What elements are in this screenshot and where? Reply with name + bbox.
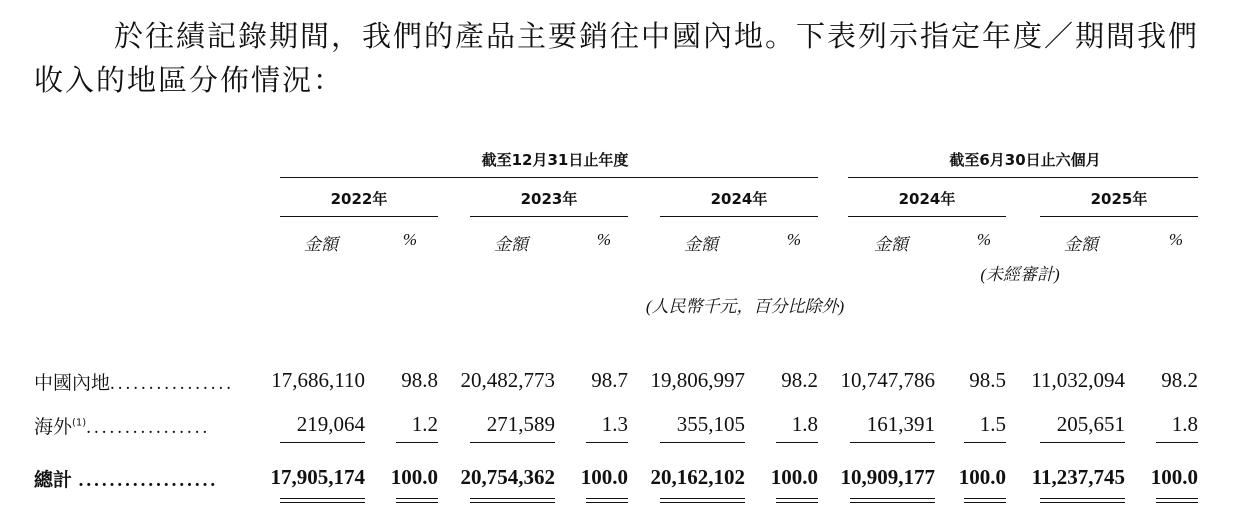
- value-cell: 98.5: [969, 368, 1006, 392]
- subtotal-rule: [660, 442, 745, 443]
- intro-text: 於往績記錄期間，我們的產品主要銷往中國內地。下表列示指定年度／期間我們收入的地區分佈情況：: [34, 19, 1200, 97]
- leader-dots: ................: [110, 373, 235, 394]
- period-rule-2024-h1: [848, 216, 1006, 217]
- total-double-rule-top: [1156, 498, 1198, 499]
- value-cell: 219,064: [296, 412, 365, 436]
- period-rule-2024: [660, 216, 818, 217]
- total-value-cell: 20,754,362: [460, 465, 555, 489]
- total-double-rule-bottom: [280, 502, 365, 503]
- group-header-full-year: 截至12月31日止年度: [481, 151, 629, 169]
- intro-paragraph: [34, 14, 1214, 102]
- total-double-rule-top: [1040, 498, 1125, 499]
- value-cell: 1.2: [411, 412, 438, 436]
- total-value-cell: 100.0: [390, 465, 438, 489]
- amount-label: 金額: [304, 235, 338, 254]
- value-cell: 1.8: [1171, 412, 1198, 436]
- total-value-cell: 20,162,102: [650, 465, 745, 489]
- group-rule-full-year: [280, 177, 818, 178]
- total-value-cell: 100.0: [1150, 465, 1198, 489]
- total-double-rule-top: [396, 498, 438, 499]
- total-double-rule-top: [586, 498, 628, 499]
- subtotal-rule: [776, 442, 818, 443]
- total-double-rule-bottom: [1156, 502, 1198, 503]
- subtotal-rule: [1040, 442, 1125, 443]
- leader-dots: ..................: [78, 470, 219, 491]
- value-cell: 98.8: [401, 368, 438, 392]
- total-value-cell: 100.0: [770, 465, 818, 489]
- total-double-rule-top: [660, 498, 745, 499]
- row-label-total: [34, 465, 218, 492]
- amount-label: 金額: [874, 235, 908, 254]
- period-header-2023: 2023年: [520, 190, 578, 208]
- subtotal-rule: [280, 442, 365, 443]
- period-rule-2025-h1: [1040, 216, 1198, 217]
- total-double-rule-top: [776, 498, 818, 499]
- total-double-rule-top: [964, 498, 1006, 499]
- total-double-rule-bottom: [1040, 502, 1125, 503]
- period-rule-2023: [470, 216, 628, 217]
- value-cell: 161,391: [866, 412, 935, 436]
- value-cell: 11,032,094: [1031, 368, 1125, 392]
- value-cell: 17,686,110: [271, 368, 365, 392]
- unaudited-note: (未經審計): [980, 265, 1060, 284]
- value-cell: 10,747,786: [840, 368, 935, 392]
- value-cell: 98.2: [781, 368, 818, 392]
- row-label-overseas: [34, 412, 210, 439]
- percent-label: %: [596, 230, 612, 249]
- period-header-2024: 2024年: [710, 190, 768, 208]
- unit-note: (人民幣千元，百分比除外): [645, 297, 845, 316]
- amount-label: 金額: [494, 235, 528, 254]
- total-double-rule-top: [280, 498, 365, 499]
- total-double-rule-bottom: [964, 502, 1006, 503]
- total-value-cell: 10,909,177: [840, 465, 935, 489]
- group-header-six-months: 截至6月30日止六個月: [949, 151, 1101, 169]
- row-label-mainland: [34, 368, 234, 395]
- value-cell: 1.3: [601, 412, 628, 436]
- value-cell: 98.2: [1161, 368, 1198, 392]
- footnote-marker: (1): [72, 417, 87, 429]
- total-value-cell: 100.0: [580, 465, 628, 489]
- total-double-rule-bottom: [586, 502, 628, 503]
- total-double-rule-bottom: [776, 502, 818, 503]
- row-label-text: 海外: [34, 416, 73, 438]
- leader-dots: ................: [86, 417, 211, 438]
- percent-label: %: [786, 230, 802, 249]
- percent-label: %: [976, 230, 992, 249]
- period-header-2022: 2022年: [330, 190, 388, 208]
- amount-label: 金額: [1064, 235, 1098, 254]
- total-value-cell: 17,905,174: [270, 465, 365, 489]
- period-rule-2022: [280, 216, 438, 217]
- amount-label: 金額: [684, 235, 718, 254]
- total-double-rule-bottom: [470, 502, 555, 503]
- percent-label: %: [402, 230, 418, 249]
- total-double-rule-bottom: [660, 502, 745, 503]
- subtotal-rule: [1156, 442, 1198, 443]
- period-header-2024-h1: 2024年: [898, 190, 956, 208]
- subtotal-rule: [964, 442, 1006, 443]
- value-cell: 20,482,773: [460, 368, 555, 392]
- total-double-rule-top: [470, 498, 555, 499]
- group-rule-six-months: [848, 177, 1198, 178]
- subtotal-rule: [586, 442, 628, 443]
- value-cell: 1.5: [979, 412, 1006, 436]
- total-value-cell: 11,237,745: [1031, 465, 1125, 489]
- percent-label: %: [1168, 230, 1184, 249]
- total-double-rule-top: [850, 498, 935, 499]
- value-cell: 98.7: [591, 368, 628, 392]
- value-cell: 1.8: [791, 412, 818, 436]
- subtotal-rule: [850, 442, 935, 443]
- total-double-rule-bottom: [396, 502, 438, 503]
- value-cell: 205,651: [1056, 412, 1125, 436]
- total-value-cell: 100.0: [958, 465, 1006, 489]
- row-label-text: 總計: [34, 469, 73, 491]
- subtotal-rule: [396, 442, 438, 443]
- period-header-2025-h1: 2025年: [1090, 190, 1148, 208]
- subtotal-rule: [470, 442, 555, 443]
- value-cell: 355,105: [676, 412, 745, 436]
- value-cell: 271,589: [486, 412, 555, 436]
- total-double-rule-bottom: [850, 502, 935, 503]
- value-cell: 19,806,997: [650, 368, 745, 392]
- row-label-text: 中國內地: [34, 372, 111, 394]
